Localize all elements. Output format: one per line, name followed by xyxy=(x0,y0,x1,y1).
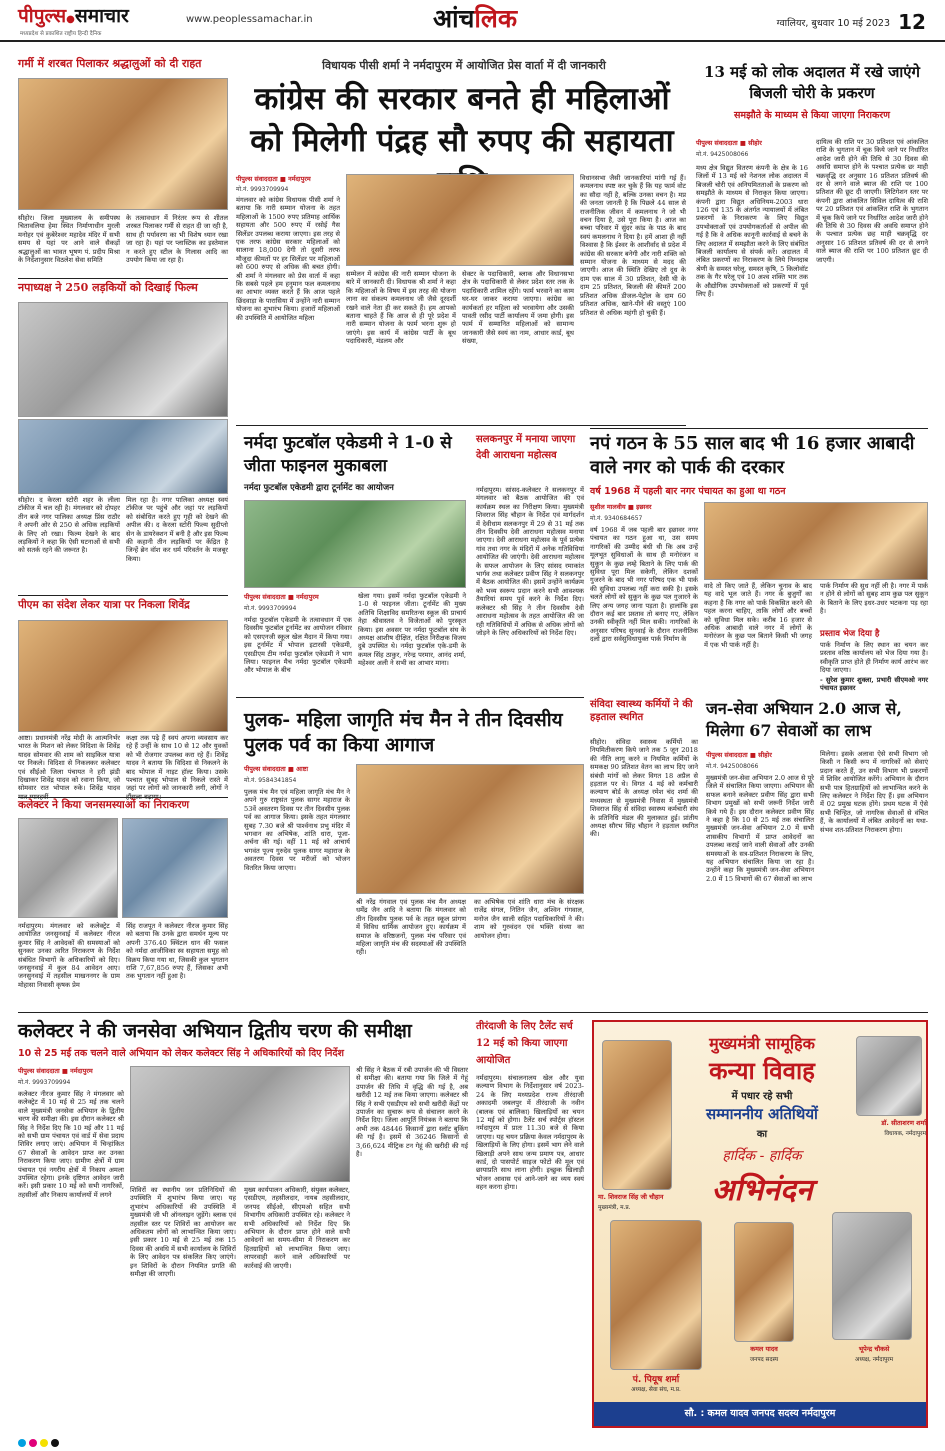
story-body-col1: सीहोर। द केरला स्टोरी शहर के लीला टॉकीज में चल रही है। मंगलवार को दोपहर तीन बजे नगर पालिका अध्यक्ष प्रिंस राठौर ने अपनी ओर से 250 से अधिक लड़कियों के लिए शो रखा। फिल्म देखने के बाद लड़कियों ने कहा कि ऐसी घटनाओं से सभी को सतर्क रहने की जरूरत है। xyxy=(18,496,120,555)
story-body-col2: के तत्वावधान में निरंतर रूप से शीतल शरबत पिलाकर गर्मी से राहत दी जा रही है, साथ ही पर्यावरण का भी विशेष ध्यान रखा जा रहा है। यहां पर प्लास्टिक का इस्तेमाल न करते हुए स्टील के गिलास आदि का उपयोग किया जा रहा है। xyxy=(126,214,228,265)
story-headline: पुलक- महिला जागृति मंच मैन ने तीन दिवसीय पुलक पर्व का किया आगाज xyxy=(244,709,563,756)
yellow-mark-icon xyxy=(40,1439,48,1447)
brand-right: समाचार xyxy=(74,5,129,27)
story-byline: पीपुल्स संवाददाता ■ सीहोर xyxy=(696,139,762,147)
story-byline: पीपुल्स संवाददाता ■ आष्टा xyxy=(244,765,309,773)
story-headline: 13 मई को लोक अदालत में रखे जाएंगे बिजली चोरी के प्रकरण xyxy=(704,63,920,102)
section-title-a: आंच xyxy=(432,4,475,33)
story-body-col2: सम्मेलन में कांग्रेस की नारी सम्मान योजना के बारे में जानकारी दी। विधायक श्री शर्मा ने कहा कि महिलाओं के विषय में इस तरह की योजना लाना का संकल्प कमलनाथ जी जैसे दूरदर्शी रखने वाले नेता ही कर सकते हैं। हम आपको बताना चाहते हैं कि आज से ही पूरे प्रदेश में नारी सम्मान योजना के फार्म भरना शुरू हो जाएंगे। इस कार्य में कांग्रेस पार्टी के बूथ पदाधिकारी, मंडलम और xyxy=(346,270,456,346)
ad-portrait-mla xyxy=(856,1036,922,1116)
story-kicker: विधायक पीसी शर्मा ने नर्मदापुरम में आयोजित प्रेस वार्ता में दी जानकारी xyxy=(322,59,606,72)
story-body-col1: मंगलवार को कांग्रेस विधायक पीसी शर्मा ने बताया कि नारी सम्मान योजना के तहत महिलाओं के 1500 रुपए प्रतिमाह आर्थिक सहायता और 500 रुपए में रसोई गैस सिलेंडर उपलब्ध कराया जाएगा। इस तरह से एक तरफ कांग्रेस सरकार महिलाओं को सालाना 18,000 देगी तो दूसरी तरफ मौजूदा कीमतों पर हर सिलेंडर पर महिलाओं को 600 रुपए से अधिक की बचत होगी। श्री शर्मा ने मंगलवार को प्रेस वार्ता में कहा कि सबसे पहले हम हनुमान फल कमलनाथ का आभार व्यक्त करते हैं कि आज पहले छिंदवाड़ा के पारासिया में उन्होंने नारी सम्मान योजना का शुभारंभ किया। हजारों महिलाओं की उपस्थिति में आयोजित महिला xyxy=(236,196,340,322)
ad-title-line2: कन्या विवाह xyxy=(709,1056,815,1085)
masthead xyxy=(0,0,945,42)
story-subhead: वर्ष 1968 में पहली बार नगर पंचायत का हुआ था गठन xyxy=(590,486,786,497)
story-body-col2: खेला गया। इसमें नर्मदा फुटबॉल एकेडमी ने 1-0 से फाइनल जीता। टूर्नामेंट की मुख्य अतिथि शिक्षाविद समरितन्स स्कूल की प्राचार्य नेहा श्रीवास्तव ने विजेताओं को पुरस्कृत किया। इस अवसर पर नर्मदा फुटबॉल संघ के अध्यक्ष आशीष दीक्षित, रक्षित निरीक्षक विजय दुबे उपस्थित थे। नर्मदा फुटबॉल एके-डमी के कमल सिंह ठाकुर, नरेन्द्र परमार, आनंद शर्मा, महेश्वर अली ने सभी का आभार माना। xyxy=(358,592,466,668)
story-mobile: मो.नं. 9340684657 xyxy=(590,515,643,522)
registration-marks xyxy=(18,1432,928,1442)
divider xyxy=(590,428,928,429)
story-body-col1: नर्मदा फुटबॉल एकेडमी के तत्वावधान में एक दिवसीय फुटबॉल टूर्नामेंट का आयोजन रविवार को एसएनजी स्कूल खेल मैदान में किया गया। इस टूर्नामेंट में भोपाल इटारसी एकेडमी, एसडीएम टीम नर्मदा फुटबॉल एकेडमी ने भाग लिया। फाइनल मैच नर्मदा फुटबॉल एकेडमी और भोपाल के बीच xyxy=(244,616,352,675)
story-photo xyxy=(122,818,228,918)
story-mobile: मो.नं. 9425008066 xyxy=(696,151,749,158)
brand-dot-icon: ● xyxy=(66,14,75,25)
story-headline: गर्मी में शरबत पिलाकर श्रद्धालुओं को दी राहत xyxy=(18,57,202,70)
ad-person-name: पं. पियूष शर्मा xyxy=(632,1375,680,1385)
ad-person-name: भूपेन्द्र चौकसे xyxy=(858,1345,890,1353)
story-body-col1: मुख्यमंत्री जन-सेवा अभियान 2.0 आज से पूरे जिले में संचालित किया जाएगा। अभियान की सफल बनाने कलेक्टर प्रवीण सिंह द्वारा सभी विभाग प्रमुखों को सभी जरूरी निर्देश जारी किये गये हैं। इस दौरान कलेक्टर प्रवीण सिंह ने कहा है कि 10 से 25 मई तक संचालित मुख्यमंत्री जन-सेवा अभियान 2.0 में सभी शासकीय विभागों में प्राप्त आवेदनों का उपलब्ध कराई जाने वाली सेवाओं और उनकी समस्याओं के सत्र-प्रतिशत निराकरण के लिए, यह अभियान संचालित किया जा रहा है। उन्होंने कहा कि मुख्यमंत्री जन-सेवा अभियान 2.0 में 15 विभागों की 67 सेवाओं का लाभ xyxy=(706,774,814,883)
story-body-col1: पुलक मंच मैन एवं महिला जागृति मंच मैन ने अपने गुरु राष्ट्रसंत पुलक सागर महाराज के 53वें अवतरण दिवस पर तीन दिवसीय पुलक पर्व का आगाज किया। इसके तहत मंगलवार सुबह 7.30 बजे श्री पार्श्वनाथ प्रभु मंदिर में भगवान का अभिषेक, शांति धारा, पूजा-अर्चना की गई। वहीं 11 मई को आचार्य भगवंत पूज्य गुरुदेव पुलक सागर महाराज के अवतरण दिवस पर मरीजों को भोजन वितरित किया जाएगा। xyxy=(244,788,350,872)
story-headline: सलकनपुर में मनाया जाएगा देवी आराधना महोत्सव xyxy=(476,434,576,461)
story-headline: जन-सेवा अभियान 2.0 आज से, मिलेगा 67 सेवाओं का लाभ xyxy=(706,699,902,740)
divider xyxy=(18,797,228,798)
divider xyxy=(18,278,228,279)
divider xyxy=(18,1012,928,1013)
story-congress xyxy=(236,58,686,422)
black-mark-icon xyxy=(51,1439,59,1447)
divider xyxy=(236,697,584,698)
story-subhead: नर्मदा फुटबॉल एकेडमी द्वारा टूर्नामेंट का आयोजन xyxy=(244,483,394,493)
ad-person-role: अध्यक्ष, सेवा संघ, म.प्र. xyxy=(631,1387,681,1393)
ad-footer: सौ. : कमल यादव जनपद सदस्य नर्मदापुरम xyxy=(594,1402,926,1426)
story-sharbat xyxy=(18,58,228,276)
page-number: 12 xyxy=(898,10,926,34)
brand-logo xyxy=(18,4,198,28)
ad-guests: सम्माननीय अतिथियों xyxy=(706,1105,818,1123)
story-body-col3: सेक्टर के पदाधिकारी, ब्लाक और विधानसभा क्षेत्र के पदाधिकारी से लेकर प्रदेश स्तर तक के पदाधिकारी शामिल रहेंगे। फार्म भरवाने का काम घर-घर जाकर कराया जाएगा। कांग्रेस का कार्यकर्ता हर महिला को भरवायेगा और उसकी पावती रसीद पार्टी कार्यालय में जमा होगी। इस फार्म में सम्मानित महिलाओं को सामान्य जानकारी जैसे स्वयं का नाम, आधार कार्ड, बूथ संख्या, xyxy=(462,270,574,346)
ad-person-role: मुख्यमंत्री, म.प्र. xyxy=(598,1205,631,1211)
story-body-col4: विधानसभा जैसी जानकारियां मांगी गई हैं। कमलनाथ स्पष्ट कर चुके हैं कि यह फार्म वोट का सौदा नहीं है, बल्कि उनका वचन है। मप्र की जनता जानती है कि पिछले 44 साल से राजनीतिक जीवन में कमलनाथ ने जो भी वचन दिया है, उसे पूरा किया है। आज का बच्चा परिवार में सुंदर कांड के पाठ के बाद स्वयं कमलनाथ ने दिया है। हमें आशा ही नहीं विश्वास है कि ईश्वर के आशीर्वाद से प्रदेश में कांग्रेस की सरकार बनेगी और नारी शक्ति को सम्मान योजना के माध्यम से मदद की जाएगी। आज की स्थिति देखिए तो दूध के दाम एक साल में 30 प्रतिशत, देसी घी के दाम 25 प्रतिशत, बिजली की कीमतें 200 प्रतिशत अधिक डीजल-पेट्रोल के दाम 60 प्रतिशत अधिक, खाने-पीने की वस्तुएं 100 प्रतिशत से अधिक महंगी हो चुकी हैं। xyxy=(580,174,686,317)
story-tirandaji xyxy=(476,1018,584,1428)
story-headline: कलेक्टर ने की जनसेवा अभियान द्वितीय चरण की समीक्षा xyxy=(18,1020,412,1042)
cyan-mark-icon xyxy=(18,1439,26,1447)
story-photo xyxy=(346,174,574,266)
ad-person-name: कमल यादव xyxy=(750,1345,778,1353)
story-body-col2: मिलेगा। इसके अलावा ऐसे सभी विभाग जो किसी न किसी रूप में नागरिकों को सेवाएं प्रदान करते हैं, उन सभी विभाग भी प्रकरणों में शिविर आयोजित करेंगे। अभियान के दौरान सभी पात्र हितग्राहियों को लाभान्वित करने के लिए कलेक्टर ने निर्देश दिए हैं। इस अभियान में 02 प्रमुख घटक होंगे। प्रथम घटक में ऐसे सभी चिन्हित, जो नागरिक सेवाओं से वंचित हैं, के कार्यालयों में लंबित आवेदनों का यथा-संभव शत-प्रतिशत निराकरण होगा। xyxy=(820,750,928,834)
ad-ka: का xyxy=(756,1129,768,1140)
story-photo xyxy=(18,620,228,732)
story-body-col3: का अभिषेक एवं शांति धारा मंच के संरक्षक राजेंद्र संगल, नितिन जैन, अश्विन गंगवाल, मनोज जैन साली सहित पदाधिकारियों ने की। शाम को गुरुवंदन एवं भक्ति संध्या का आयोजन होगा। xyxy=(474,898,584,940)
story-photo xyxy=(18,78,228,210)
story-body-col1: नर्मदापुरम। मंगलवार को कलेक्ट्रेट में आयोजित जनसुनवाई में कलेक्टर नीरज कुमार सिंह ने आवेदकों की समस्याओं को सुनकर उनका त्वरित निराकरण के निर्देश संबंधित विभागों के अधिकारियों को दिए। जनसुनवाई में कुल 84 आवेदन आए। जनसुनवाई में तहसील माखननगर के ग्राम मोहासा निवासी कृषक प्रेम xyxy=(18,922,120,989)
brand-tagline: मध्यप्रदेश से प्रकाशित राष्ट्रीय हिन्दी दैनिक xyxy=(20,31,102,37)
story-body-col2: मिल रहा है। नगर पालिका अध्यक्ष स्वयं टॉकीज पर पहुंचे और जहां पर लड़कियों को संबोधित करते हुए गृही को देखने की अपील की। द केरला स्टोरी फिल्म सुदीप्तो सेन के डायरेक्शन में बनी है और इस फिल्म की कहानी तीन लड़कियों पर केंद्रित है जिन्हें ब्रेन वॉश कर धर्म परिवर्तन के मजबूर किया। xyxy=(126,496,228,563)
section-title-b: लिक xyxy=(474,4,518,33)
ad-person-role: जनपद सदस्य xyxy=(749,1357,779,1363)
story-body-col2: कक्षा तक पढ़े हैं स्वयं अपना व्यवसाय कर रहे हैं उन्हीं के साथ 10 से 12 और युवकों को भी रोजगार उपलब्ध करा रहे हैं। शिवेंद्र यादव ने बताया कि विदिशा से निकलने के बाद भोपाल में नाइट हॉल्ट किया। उसके पश्चात सुबह भोपाल से निकले रास्ते में जहां पर लोगों को जानकारी लगी, लोगों ने xyxy=(126,734,228,793)
story-samiksha xyxy=(18,1018,468,1428)
advertisement[interactable] xyxy=(592,1020,928,1428)
ad-person-role: विधायक, नर्मदापुरम xyxy=(884,1131,926,1137)
story-samvida xyxy=(590,698,698,838)
story-mobile: मो.नं. 9993709994 xyxy=(18,1079,71,1086)
story-body-col1: कलेक्टर नीरज कुमार सिंह ने मंगलवार को कलेक्ट्रेट में 10 मई से 25 मई तक चलने वाले मुख्यमंत्री जनसेवा अभियान के द्वितीय चरण की समीक्षा की। इस दौरान कलेक्टर श्री सिंह ने निर्देश दिए कि 10 मई और 11 मई को सभी ग्राम पंचायत एवं वार्ड में सेवा प्रदाय शिविर लगाए जाएं। अभियान में चिन्हांकित 67 सेवाओं के आवेदन प्राप्त कर उनका निराकरण किया जाए। ग्रामीण क्षेत्रों में ग्राम पंचायत एवं नगरीय क्षेत्रों में निकाय अमला उपस्थित रहेगा। इनके दृष्टिगत आवेदन जारी करें। इसी प्रकार 10 मई को सभी नागरिकों, तहसीलों और निकाय कार्यालयों में लगने xyxy=(18,1090,124,1199)
info-box-signature: - सुरेश कुमार शुक्ला, प्रभारी सीएमओ नगर पंचायत इछावर xyxy=(820,676,928,693)
story-body-col1: मध्य क्षेत्र विद्युत वितरण कंपनी के क्षेत्र के 16 जिलों में 13 मई को नेशनल लोक अदालत में बिजली चोरी एवं अनियमितताओं के प्रकरण को समझौते के माध्यम से निराकृत किया जाएगा। कंपनी द्वारा विद्युत अधिनियम-2003 धारा 126 एवं 135 के अंतर्गत न्यायालयों में लंबित प्रकरणों के निराकरण के लिए विद्युत उपभोक्ताओं एवं उपयोगकर्ताओं से अपील की गई है कि वे अधिक कानूनी कार्रवाई से बचने के लिए अदालत में समझौता करने के लिए संबंधित बिजली कार्यालय से संपर्क करें। अदालत में लंबित प्रकरणों का निराकरण के लिये निम्नदाब श्रेणी के समस्त घरेलू, समस्त कृषि, 5 किलोवॉट तक के गैर घरेलू एवं 10 अश्व शक्ति भार तक के औद्योगिक उपभोक्ताओं को प्रकरणों में पूर्व लिए हैं। xyxy=(696,164,809,299)
story-headline: नर्मदा फुटबॉल एकेडमी ने 1-0 से जीता फाइनल मुकाबला xyxy=(244,433,452,476)
story-mobile: मो.नं. 9993709994 xyxy=(236,186,289,193)
ad-greeting-big: अभिनंदन xyxy=(711,1173,813,1208)
divider xyxy=(236,425,686,426)
story-football xyxy=(236,430,468,692)
divider xyxy=(18,595,228,596)
story-lok-adalat xyxy=(696,62,928,426)
ad-pre-text: में पधार रहे सभी xyxy=(731,1091,793,1102)
story-subhead: 10 से 25 मई तक चलने वाले अभियान को लेकर कलेक्टर सिंह ने अधिकारियों को दिए निर्देश xyxy=(18,1048,344,1059)
story-subhead: समझौते के माध्यम से किया जाएगा निराकरण xyxy=(733,110,891,121)
ad-person-name: मा. शिवराज सिंह जी चौहान xyxy=(598,1193,664,1201)
story-body-col1: नर्मदापुरम। सांसद-कलेक्टर ने सलकनपुर में मंगलवार को बैठक आयोजित की एवं कार्यक्रम स्थल का निरीक्षण किया। मुख्यमंत्री शिवराज सिंह चौहान के निर्देश एवं मार्गदर्शन में देवीधाम सलकनपुर में 29 से 31 मई तक तीन दिवसीय देवी आराधना महोत्सव मनाया जाएगा। देवी आराधना महोत्सव के पूर्व प्रत्येक गांव तथा नगर के मंदिरों में अनेक गतिविधियां आयोजित की जाएंगी। देवी आराधना महोत्सव के सफल आयोजन के लिए सांसद रमाकांत भार्गव तथा कलेक्टर प्रवीण सिंह ने सलकनपुर में बैठक आयोजित की। इसमें उन्होंने कार्यक्रम को भव्य स्वरूप प्रदान करने सभी आवश्यक तैयारियां समय पूर्व करने के निर्देश दिए। कलेक्टर श्री सिंह ने तीन दिवसीय देवी आराधना महोत्सव के तहत आयोजित की जा रही गतिविधियों में अधिक से अधिक लोगों को जोड़ने के लिए अधिकारियों को निर्देश दिए। xyxy=(476,486,584,637)
story-pulak xyxy=(236,700,584,1010)
story-body-col3: पार्क निर्माण की सुध नहीं ली है। नगर में पार्क न होने से लोगों को सुबह शाम कुछ पल सुकून के बिताने के लिए इधर-उधर भटकना पड़ रहा है। xyxy=(820,582,928,616)
ad-greeting-small: हार्दिक - हार्दिक xyxy=(722,1148,802,1164)
story-jansewa xyxy=(706,698,928,998)
story-body-col2: सिंह राजपूत ने कलेक्टर नीरज कुमार सिंह को बताया कि उनके द्वारा समर्थन मूल्य पर अपनी 376.40 क्विंटल धान की फसल को नर्मदा आजीविका स्व सहायता समूह को विक्रय किया गया था, जिसकी कुल भुगतान राशि 7,67,856 रुपए हैं, जिसका अभी तक भुगतान नहीं हुआ है। xyxy=(126,922,228,981)
dateline: ग्वालियर, बुधवार 10 मई 2023 xyxy=(776,18,890,29)
story-body-col1: सीहोर। संविदा स्वास्थ्य कर्मियों का नियमितीकरण किये जाने तक 5 जून 2018 की नीति लागू करने व नियमित कर्मियों के समकक्ष 90 प्रतिशत वेतन का लाभ दिए जाने संबंधी मांगों को लेकर विगत 18 अप्रैल से हड़ताल पर थे। विगत 4 मई को कर्मचारी कल्याण बोर्ड के अध्यक्ष रमेश चंद शर्मा की मध्यस्थता से मुख्यमंत्री निवास में मुख्यमंत्री शिवराज सिंह से संविदा स्वास्थ्य कर्मचारी संघ के प्रतिनिधि मंडल की मुलाकात हुई। प्रांतीय अध्यक्ष सौरभ सिंह चौहान ने हड़ताल स्थगित की। xyxy=(590,738,698,839)
story-headline: नपं गठन के 55 साल बाद भी 16 हजार आबादी वाले नगर को पार्क की दरकार xyxy=(590,433,915,478)
info-box xyxy=(820,628,928,694)
story-body-col4: श्री सिंह ने बैठक में रबी उपार्जन की भी विस्तार से समीक्षा की। बताया गया कि जिले में गेहूं उपार्जन की तिथि में वृद्धि की गई है, अब खरीदी 12 मई तक किया जाएगा। कलेक्टर श्री सिंह ने सभी एसडीएम को सभी खरीदी केंद्रों पर उपार्जन का सुचारू रूप से संचालन करने के निर्देश दिए। जिला आपूर्ति नियंत्रक ने बताया कि अभी तक 48446 किसानों द्वारा स्लॉट बुकिंग की गई है। इसमें से 36246 किसानों से 3,66,624 मीट्रिक टन गेहूं की खरीदी की गई है। xyxy=(356,1066,468,1159)
story-headline: संविदा स्वास्थ्य कर्मियों ने की हड़ताल स्थगित xyxy=(590,699,693,723)
story-mobile: मो.नं. 9993709994 xyxy=(244,605,297,612)
story-photo xyxy=(18,302,228,417)
story-salkanpur xyxy=(476,432,584,694)
story-byline: पीपुल्स संवाददाता ■ सीहोर xyxy=(706,751,772,759)
info-box-title: प्रस्ताव भेज दिया है xyxy=(820,629,880,639)
ad-person-role: अध्यक्ष, नर्मदापुरम xyxy=(854,1357,894,1363)
story-byline: पीपुल्स संवाददाता ■ नर्मदापुरम xyxy=(18,1067,93,1075)
story-body-col1: सीहोर। जिला मुख्यालय के समीपस्थ चितावलिया हेमा स्थित निर्माणाधीन मुरली मनोहर एवं कुबेरेश्वर महादेव मंदिर में सभी समय से यहां पर आने वाले सैकड़ों श्रद्धालुओं का भावत भूषण पं. प्रदीप मिश्रा के निर्देशानुसार विठलेश सेवा समिति xyxy=(18,214,120,265)
story-photo xyxy=(18,419,228,494)
story-byline: पीपुल्स संवाददाता ■ नर्मदापुरम xyxy=(236,175,311,183)
story-body-col3: मुख्य कार्यपालन अधिकारी, संयुक्त कलेक्टर, एसडीएम, तहसीलदार, नायब तहसीलदार, जनपद सीईओ, सीएमओ सहित सभी विभागीय अधिकारी उपस्थित रहे। कलेक्टर ने सभी अधिकारियों को निर्देश दिए कि अभियान के दौरान प्राप्त होने वाले सभी आवेदनों का समय-सीमा में निराकरण कर हितग्राहियों को लाभान्वित किया जाए। लापरवाही करने वाले अधिकारियों पर कार्रवाई की जाएगी। xyxy=(244,1186,350,1270)
story-body-col1: वर्ष 1968 में जब पहली बार इछावर नगर पंचायत का गठन हुआ था, उस समय नागरिकों की उम्मीद बंधी थी कि अब उन्हें मूलभूत सुविधाओं के साथ ही मनोरंजन व सुकून के कुछ लम्हे बिताने के लिए पार्क की सुविधा पूरा मिल सकेगी, लेकिन दशकों गुजरने के बाद भी नगर परिषद एक भी पार्क की सुविधा उपलब्ध नहीं करा सकी है। इसके चलते लोगों को सुकून के कुछ पल गुजारने के लिए अन्य जगह जाना पड़ता है। हालांकि इस दौरान कई बार प्रस्ताव तो बनाए गए, लेकिन उनकी स्वीकृति नहीं मिल सकी। नागरिकों के अनुसार परिषद सुनवाई के दौरान राजनीतिक दलों द्वारा सर्वसुविधायुक्त पार्क निर्माण के xyxy=(590,526,698,644)
story-park xyxy=(590,432,928,694)
story-headline: तीरंदाजी के लिए टैलेंट सर्च 12 मई को किया जाएगा आयोजित xyxy=(476,1021,573,1066)
story-byline: पीपुल्स संवाददाता ■ नर्मदापुरम xyxy=(244,593,319,601)
story-headline: कलेक्टर ने किया जनसमस्याओं का निराकरण xyxy=(18,799,190,811)
story-byline: सुशील मालवीय ■ इछावर xyxy=(590,503,652,511)
story-body-col2: वादे तो किए जाते हैं, लेकिन चुनाव के बाद यह वादे भूल जाते हैं। नगर के बुजुर्गों का कहना है कि नगर को पार्क विकसित करने की पहल करना चाहिए, ताकि लोगों और बच्चों को सुविधा मिल सके। करीब 16 हजार से अधिक आबादी वाले नगर में लोगों के मनोरंजन के कुछ पल बिताने किसी भी जगह में एक भी पार्क नहीं है। xyxy=(704,582,812,649)
info-box-text: पार्क निर्माण के लिए स्थान का चयन कर प्रस्ताव वरिष्ठ कार्यालय को भेज दिया गया है। स्वीकृति प्राप्त होते ही निर्माण कार्य आरंभ कर दिया जाएगा। xyxy=(820,641,928,675)
story-headline: पीएम का संदेश लेकर यात्रा पर निकला शिवेंद्र xyxy=(18,599,190,611)
story-kerala xyxy=(18,282,228,594)
story-photo xyxy=(130,1066,350,1182)
story-photo xyxy=(704,502,928,580)
story-photo xyxy=(356,764,584,894)
website-link[interactable]: www.peoplessamachar.in xyxy=(186,14,313,25)
story-body-col1: आष्टा। प्रधानमंत्री नरेंद्र मोदी के आत्मनिर्भर भारत के मिशन को लेकर विदिशा के शिवेंद्र यादव सोमवार की शाम को साइकिल यात्रा पर निकले। विदिशा से निकलकर कलेक्टर एवं सीईओ जिला पंचायत ने हरी झंडी दिखाकर शिवेंद्र यादव को रवाना किया, जो सोमवार रात भोपाल रुके। शिवेंद्र यादव xyxy=(18,734,120,793)
story-photo xyxy=(244,500,466,588)
brand-left: पीपुल्स xyxy=(18,5,67,27)
ad-person-name: डॉ. सीताशरण शर्मा xyxy=(881,1119,926,1127)
ad-portrait-cm xyxy=(602,1040,672,1190)
ad-portrait-piyush xyxy=(610,1220,702,1370)
story-headline: नपाध्यक्ष ने 250 लड़कियों को दिखाई फिल्म xyxy=(18,281,198,294)
story-body-col1: नर्मदापुरम। संचालनालय खेल और युवा कल्याण विभाग के निर्देशानुसार वर्ष 2023-24 के लिए मध्यप्रदेश राज्य तीरंदाजी अकादमी जबलपुर में तीरंदाजी के नवीन (बालक एवं बालिका) खिलाड़ियों का चयन 12 मई को होगा। टैलेंट सर्च स्पोर्ट्स हॉस्टल नर्मदापुरम में प्रातः 11.30 बजे से किया जाएगा। यह चयन प्रक्रिया केवल नर्मदापुरम के खिलाड़ियों के लिए होगा। इसमें भाग लेने वाले खिलाड़ी अपने साथ जन्म प्रमाण पत्र, आधार कार्ड, दो पासपोर्ट साइज फोटो की मूल एवं छायाप्रति साथ लाना होगी। इच्छुक खिलाड़ी भोजन आवास एवं आने-जाने का व्यय स्वयं वहन करना होगा। xyxy=(476,1074,584,1192)
story-body-col2: दायित्व की राशि पर 30 प्रतिशत एवं आंकलित राशि के भुगतान में चूक किये जाने पर निर्धारित आदेश जारी होने की तिथि से 30 दिवस की अवधि समाप्त होने के पश्चात प्रत्येक छः माही चक्रवृद्धि दर अनुसार 16 प्रतिशत प्रतिवर्ष की दर से लगने वाले ब्याज की राशि पर 100 प्रतिशत की छूट दी जाएगी। लिटिगेशन स्तर पर कंपनी द्वारा आंकलित सिविल दायित्व की राशि पर 20 प्रतिशत एवं आंकलित राशि के भुगतान में चूक किये जाने पर निर्धारित आदेश जारी होने की तिथि से 30 दिवस की अवधि समाप्त होने के पश्चात प्रत्येक छह माही चक्रवृद्धि दर अनुसार 16 प्रतिशत प्रतिवर्ष की दर से लगने वाले ब्याज की राशि पर 100 प्रतिशत छूट दी जाएगी। xyxy=(816,138,928,264)
story-pm xyxy=(18,600,228,794)
story-body-col2: श्री नरेंद्र गंगवाल एवं पुलक मंच मैन अध्यक्ष धर्मेंद्र जैन आदि ने बताया कि मंगलवार को तीन दिवसीय पुलक पर्व के तहत स्कूल प्रांगण में विविध धार्मिक आयोजन हुए। कार्यक्रम में समाज के वरिष्ठजनों, पुलक मंच परिवार एवं महिला जागृति मंच की सदस्याओं की उपस्थिति रही। xyxy=(356,898,466,957)
ad-portrait-bhupendra xyxy=(832,1212,912,1340)
story-collector-jansunvai xyxy=(18,800,228,1006)
story-mobile: मो.नं. 9584341854 xyxy=(244,777,297,784)
story-photo xyxy=(18,818,118,918)
story-mobile: मो.नं. 9425008066 xyxy=(706,763,759,770)
story-body-col2: शिविरों का स्थानीय जन प्रतिनिधियों की उपस्थिति में शुभारंभ किया जाए। यह शुभारंभ अधिकारियों की उपस्थिति में मुख्यमंत्री जी भी ऑनलाइन जुड़ेंगे। ब्लाक एवं तहसील स्तर पर शिविरों का आयोजन कर अधिकतम लोगों को लाभान्वित किया जाए। इसी प्रकार 10 मई से 25 मई तक 15 दिवस की अवधि में सभी कार्यालय के शिविरों के लिए आवेदन पत्र संकलित किए जाएंगे। इन शिविरों के दौरान नियमित प्रगति की समीक्षा की जाएगी। xyxy=(130,1186,236,1279)
magenta-mark-icon xyxy=(29,1439,37,1447)
ad-title-line1: मुख्यमंत्री सामूहिक xyxy=(709,1034,815,1053)
story-headline: कांग्रेस की सरकार बनते ही महिलाओं को मिलेगी पंद्रह सौ रुपए की सहायता xyxy=(250,81,674,159)
section-title xyxy=(400,2,550,38)
ad-portrait-kamal xyxy=(734,1222,794,1342)
